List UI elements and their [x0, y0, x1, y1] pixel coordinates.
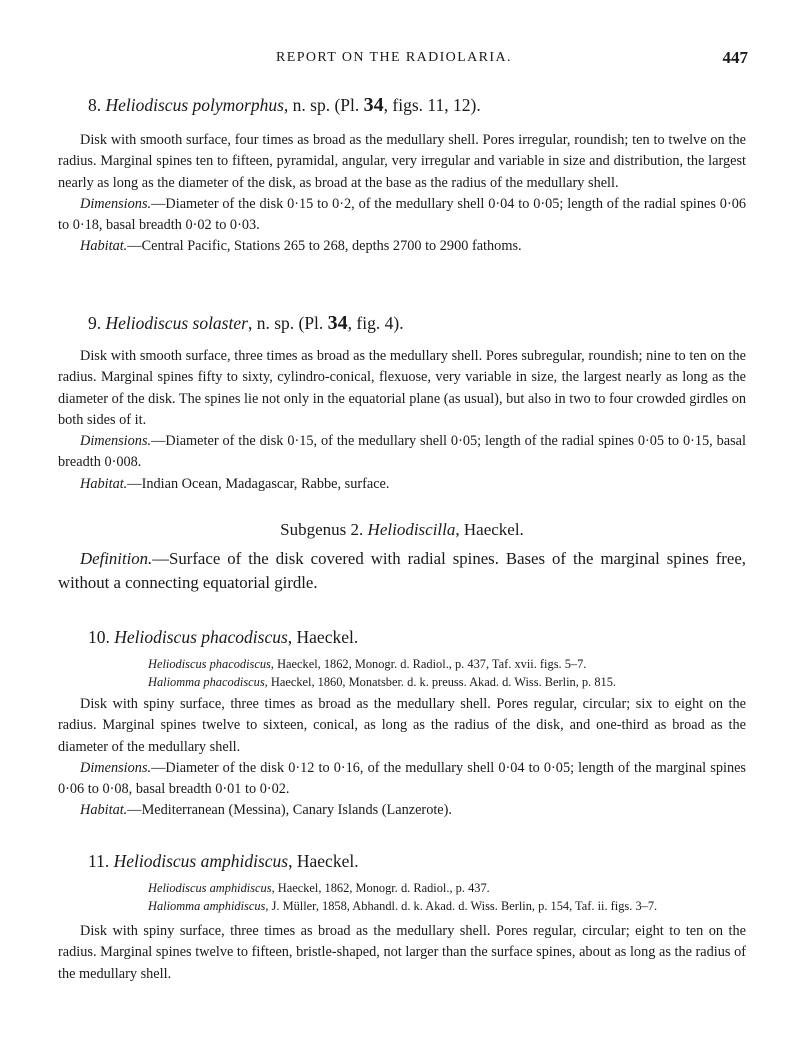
species-10-dimensions: Dimensions.—Diameter of the disk 0·12 to 0·16, of the medullary shell 0·04 to 0·05; length of the marginal spines 0·06 to 0·08, basal breadth 0·01 to 0·02.: [58, 759, 746, 798]
species-10-name: Heliodiscus phacodiscus: [114, 627, 288, 647]
synonym-line: Haliomma amphidiscus, J. Müller, 1858, Abhandl. d. k. Akad. d. Wiss. Berlin, p. 154, Taf. ii. figs. 3–7.: [148, 898, 658, 913]
species-11-heading: 11. Heliodiscus amphidiscus, Haeckel.: [88, 851, 359, 871]
species-10-section: [58, 626, 746, 822]
species-11-synonyms: [58, 880, 746, 915]
species-8-name: Heliodiscus polymorphus: [105, 95, 284, 115]
species-11-name: Heliodiscus amphidiscus: [113, 851, 289, 871]
subgenus-name: Heliodiscilla: [367, 520, 456, 539]
species-8-heading: 8. Heliodiscus polymorphus, n. sp. (Pl. 34, figs. 11, 12).: [88, 94, 481, 116]
subgenus-section: [58, 520, 746, 595]
subgenus-heading: Subgenus 2. Heliodiscilla, Haeckel.: [280, 520, 524, 539]
page-number: 447: [722, 48, 748, 67]
species-11-section: [58, 850, 746, 985]
species-8-habitat: Habitat.—Central Pacific, Stations 265 to 268, depths 2700 to 2900 fathoms.: [80, 238, 522, 255]
synonym-line: Haliomma phacodiscus, Haeckel, 1860, Monatsber. d. k. preuss. Akad. d. Wiss. Berlin, p. 815.: [148, 674, 617, 689]
species-9-dimensions: Dimensions.—Diameter of the disk 0·15, of the medullary shell 0·05; length of the radial spines 0·05 to 0·15, basal breadth 0·008.: [58, 433, 746, 471]
species-9-description: Disk with smooth surface, three times as broad as the medullary shell. Pores subregular, roundish; nine to ten on the radius. Marginal spines fifty to sixty, cylindro-conical, flexuose, very variable in size, the largest nearly as long as the diameter of the disk. The spines lie not only in the equatorial plane (as usual), but also in two to four crowded girdles on both sides of it.: [58, 348, 746, 428]
plate-number: 34: [327, 312, 348, 334]
species-11-description: Disk with spiny surface, three times as broad as the medullary shell. Pores regular, circular; eight to ten on the radius. Marginal spines twelve to fifteen, bristle-shaped, not larger than the surface spines, about as long as the radius of the medullary shell.: [58, 923, 746, 982]
species-10-heading: 10. Heliodiscus phacodiscus, Haeckel.: [88, 627, 359, 647]
running-header: [58, 50, 748, 72]
synonym-line: Heliodiscus phacodiscus, Haeckel, 1862, Monogr. d. Radiol., p. 437, Taf. xvii. figs. 5–7.: [148, 657, 587, 671]
species-9-heading: 9. Heliodiscus solaster, n. sp. (Pl. 34, fig. 4).: [88, 312, 404, 334]
running-title: REPORT ON THE RADIOLARIA.: [276, 50, 512, 65]
species-9-habitat: Habitat.—Indian Ocean, Madagascar, Rabbe, surface.: [80, 475, 390, 492]
species-10-habitat: Habitat.—Mediterranean (Messina), Canary Islands (Lanzerote).: [80, 802, 452, 819]
subgenus-definition: Definition.—Surface of the disk covered with radial spines. Bases of the marginal spines free, without a connecting equatorial girdle.: [58, 549, 746, 592]
species-9-section: [58, 312, 746, 495]
species-8-section: [58, 94, 746, 258]
synonym-line: Heliodiscus amphidiscus, Haeckel, 1862, Monogr. d. Radiol., p. 437.: [148, 881, 490, 895]
species-8-description: Disk with smooth surface, four times as broad as the medullary shell. Pores irregular, roundish; ten to twelve on the radius. Marginal spines ten to fifteen, pyramidal, angular, very irregular and variable in size and distribution, the largest nearly as long as the diameter of the disk, as broad at the base as the radius of the medullary shell.: [58, 132, 746, 191]
species-10-description: Disk with spiny surface, three times as broad as the medullary shell. Pores regular, circular; six to eight on the radius. Marginal spines twelve to sixteen, conical, as long as the radius of the disk, and one-third as broad as the diameter of the medullary shell.: [58, 696, 746, 755]
species-8-dimensions: Dimensions.—Diameter of the disk 0·15 to 0·2, of the medullary shell 0·04 to 0·05; length of the radial spines 0·06 to 0·18, basal breadth 0·02 to 0·03.: [58, 195, 746, 234]
plate-number: 34: [363, 94, 384, 116]
species-9-name: Heliodiscus solaster: [105, 313, 248, 333]
species-10-synonyms: [58, 656, 746, 691]
